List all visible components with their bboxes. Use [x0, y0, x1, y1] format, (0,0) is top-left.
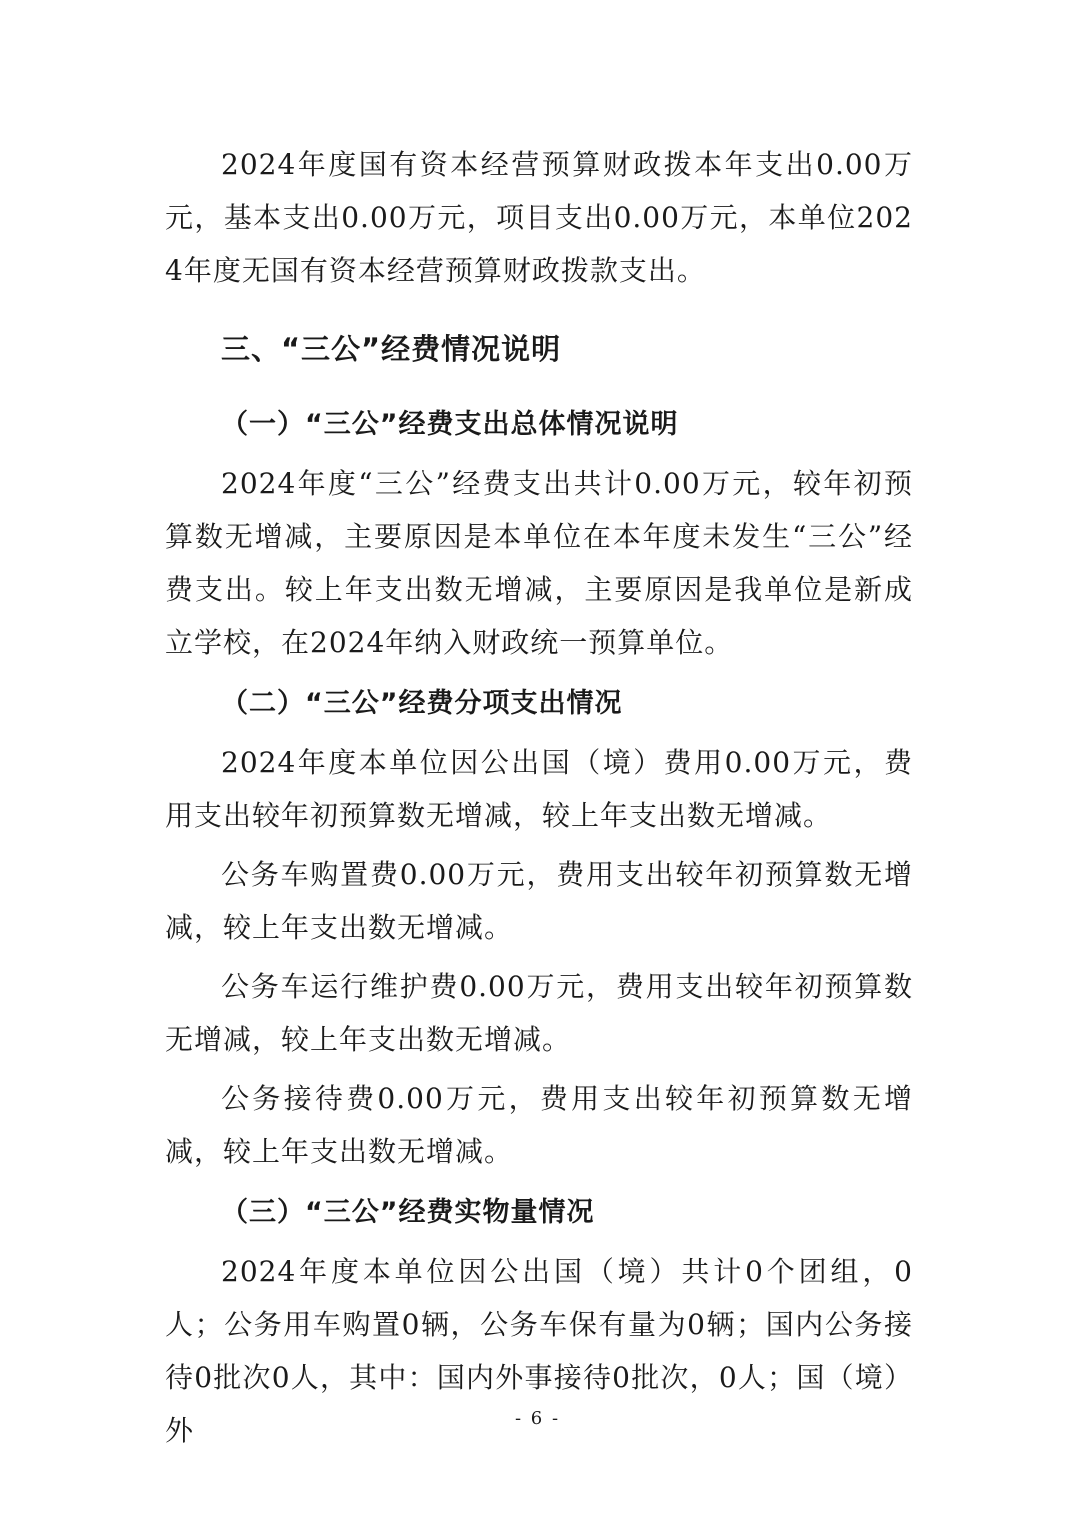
paragraph-vehicle-maintenance: 公务车运行维护费0.00万元，费用支出较年初预算数无增减，较上年支出数无增减。 [165, 970, 913, 1056]
subheading-physical-quantity: （三）“三公”经费实物量情况 [221, 1197, 595, 1228]
section-heading-three-public: 三、“三公”经费情况说明 [221, 332, 562, 366]
paragraph-official-reception: 公务接待费0.00万元，费用支出较年初预算数无增减，较上年支出数无增减。 [165, 1082, 913, 1168]
paragraph-overall-expenditure: 2024年度“三公”经费支出共计0.00万元，较年初预算数无增减，主要原因是本单位在本年度未发生“三公”经费支出。较上年支出数无增减，主要原因是我单位是新成立学校，在2024年纳入财政统一预算单位。 [165, 467, 913, 659]
document-body [165, 138, 913, 1457]
paragraph-state-capital-budget: 2024年度国有资本经营预算财政拨本年支出0.00万元，基本支出0.00万元，项目支出0.00万元，本单位2024年度无国有资本经营预算财政拨款支出。 [165, 148, 913, 287]
paragraph-physical-quantity: 2024年度本单位因公出国（境）共计0个团组，0人；公务用车购置0辆，公务车保有量为0辆；国内公务接待0批次0人，其中：国内外事接待0批次，0人；国（境）外 [165, 1255, 913, 1447]
subheading-overall-expenditure: （一）“三公”经费支出总体情况说明 [221, 409, 679, 440]
paragraph-overseas-travel: 2024年度本单位因公出国（境）费用0.00万元，费用支出较年初预算数无增减，较上年支出数无增减。 [165, 746, 913, 832]
subheading-itemized-expenditure: （二）“三公”经费分项支出情况 [221, 688, 623, 719]
page-number: - 6 - [514, 1408, 561, 1429]
paragraph-vehicle-purchase: 公务车购置费0.00万元，费用支出较年初预算数无增减，较上年支出数无增减。 [165, 858, 913, 944]
